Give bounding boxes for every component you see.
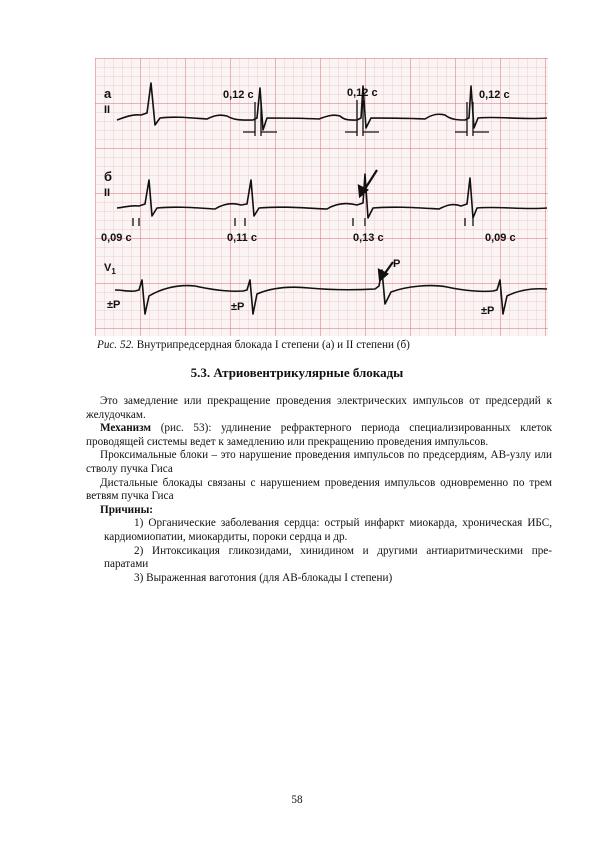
strip-a-lead: II — [104, 104, 111, 116]
paragraph-mechanism — [86, 422, 552, 449]
section-title: 5.3. Атриовентрикулярные блокады — [190, 365, 404, 380]
causes-title: Причины: — [100, 503, 154, 516]
strip-v1-p-label-3: ±Р — [481, 305, 495, 317]
strip-b-interval-3: 0,13 с — [353, 232, 384, 244]
strip-b-lead: II — [104, 187, 111, 199]
mechanism-term: Механизм — [100, 422, 152, 435]
strip-v1-p-arrow-label: Р — [393, 258, 401, 270]
cause-item-1: 1) Органические заболевания сердца: острый инфаркт миокарда, хроническая ИБС, кардиомиопатии, миокардиты, пороки сердца и др. — [104, 517, 552, 543]
strip-b-interval-4: 0,09 с — [485, 232, 516, 244]
figure-caption-text: Внутрипредсердная блокада I степени (а) и II степени (б) — [136, 339, 410, 351]
body-text — [86, 395, 552, 585]
paragraph-definition: Это замедление или прекращение проведения электрических импульсов от предсердий к желудочкам. — [86, 395, 552, 421]
paragraph-distal: Дистальные блокады связаны с нарушением проведения импульсов одновременно по трем ветвям пучка Гиса — [86, 476, 552, 503]
strip-v1-p-label-1: ±Р — [107, 299, 121, 311]
strip-a-interval-3: 0,12 с — [479, 89, 510, 101]
mechanism-text: (рис. 53): удлинение рефрактерного периода специализированных клеток проводящей системы ведет к замедлению или прекращению проведения импульсов. — [86, 422, 552, 448]
ecg-figure — [95, 58, 548, 336]
paragraph-proximal: Проксимальные блоки – это нарушение проведения импульсов по предсердиям, АВ-узлу или стволу пучка Гиса — [86, 449, 552, 475]
cause-item-2: 2) Интоксикация гликозидами, хинидином и другими антиаритмическими пре-паратами — [104, 544, 552, 571]
figure-caption — [97, 338, 547, 352]
strip-v1-p-label-2: ±Р — [231, 301, 245, 313]
strip-a-interval-2: 0,12 с — [347, 87, 378, 99]
cause-item-3: 3) Выраженная ваготония (для АВ-блокады I степени) — [134, 571, 393, 584]
strip-b-interval-1: 0,09 с — [101, 232, 132, 244]
strip-b-interval-2: 0,11 с — [227, 232, 257, 244]
figure-caption-number: Рис. 52. — [97, 339, 134, 351]
strip-v1-lead: $V_1$ — [104, 262, 116, 276]
strip-a-interval-1: 0,12 с — [223, 89, 254, 101]
strip-b-letter: б — [104, 169, 113, 184]
strip-a-letter: а — [104, 86, 112, 101]
page-number: 58 — [291, 794, 303, 806]
